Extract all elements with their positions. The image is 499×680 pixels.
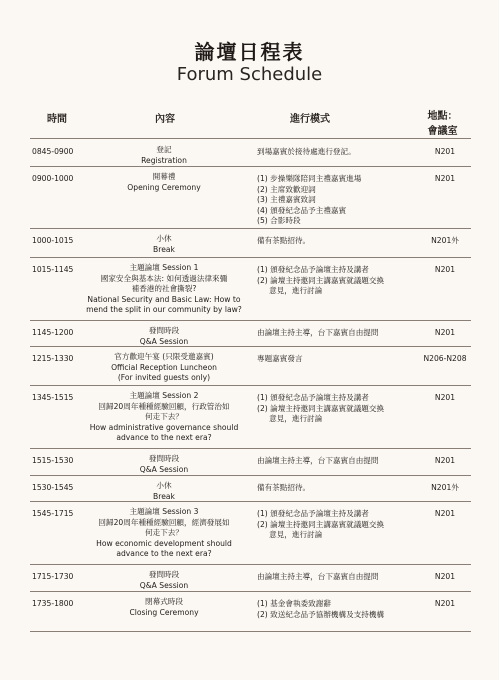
row-venue: N201 (434, 572, 456, 581)
row-venue: N201 (434, 147, 456, 156)
row-format (257, 456, 427, 467)
row-content-line: 何走下去？ (145, 528, 183, 537)
row-content-line: 補香港的社會撕裂? (131, 284, 197, 293)
row-format-line: 備有茶點招待。 (257, 236, 311, 245)
row-content-line: 主題論壇 Session 1 (129, 263, 199, 272)
row-content (84, 507, 244, 560)
row-content-line: mend the split in our community by law? (86, 305, 242, 314)
row-content-line: Closing Ceremony (129, 607, 199, 617)
row-format (257, 147, 427, 158)
table-row (30, 320, 471, 347)
row-content (84, 263, 244, 316)
row-time: 1735-1800 (32, 599, 74, 608)
row-format (257, 265, 427, 297)
row-content-line: Break (153, 491, 175, 501)
row-venue: N201 (434, 265, 456, 274)
row-format (257, 599, 427, 620)
row-content-line: 小休 (156, 234, 172, 243)
row-content-line: 發問時段 (148, 570, 180, 579)
row-content-line: 國家安全與基本法: 如何透過法律來彌 (100, 273, 228, 283)
row-content-line: 發問時段 (148, 454, 180, 463)
row-time: 1215-1330 (32, 354, 74, 363)
row-format-line: (1) 頒發紀念品予論壇主持及講者 (257, 393, 369, 402)
row-time: 1015-1145 (32, 265, 74, 274)
row-format-line: 由論壇主持主導，台下嘉賓自由提問 (257, 572, 379, 581)
row-content-line: (For invited guests only) (117, 373, 211, 382)
header-venue-line1: 地點： (427, 111, 458, 122)
row-format-line: 專題嘉賓發言 (257, 354, 303, 363)
row-format-line: (2) 主席致歡迎詞 (257, 184, 316, 194)
row-venue: N201外 (431, 483, 459, 492)
row-content-line: Q&A Session (139, 580, 189, 590)
row-format-line: (1) 步操樂隊陪同主禮嘉賓進場 (257, 174, 362, 183)
table-row (30, 385, 471, 449)
row-venue: N206-N208 (423, 354, 467, 363)
row-time: 1715-1730 (32, 572, 74, 581)
row-content-line: 主題論壇 Session 2 (129, 391, 199, 400)
table-row (30, 346, 471, 386)
row-venue: N201 (434, 509, 456, 518)
row-content (84, 570, 244, 591)
row-format-line: (1) 基金會執委致謝辭 (257, 599, 331, 608)
row-format (257, 393, 427, 425)
row-content-line: 主題論壇 Session 3 (129, 507, 199, 516)
row-time: 1545-1715 (32, 509, 74, 518)
row-content (84, 172, 244, 193)
row-time: 1145-1200 (32, 328, 74, 337)
row-venue: N201外 (431, 236, 459, 245)
row-time: 0845-0900 (32, 147, 74, 156)
row-content-line: 回歸20周年種種經驗回顧，經濟發展如 (98, 517, 230, 527)
row-time: 1515-1530 (32, 456, 74, 465)
row-content (84, 597, 244, 618)
row-format-line: (4) 頒發紀念品予主禮嘉賓 (257, 205, 347, 215)
row-content-line: advance to the next era? (116, 433, 212, 442)
row-format (257, 483, 427, 494)
row-content-line: 何走下去？ (145, 412, 183, 421)
row-time: 1345-1515 (32, 393, 74, 402)
row-format-line: (3) 主禮嘉賓致詞 (257, 195, 316, 204)
table-row (30, 501, 471, 565)
table-row (30, 257, 471, 321)
row-content-line: How administrative governance should (89, 422, 239, 432)
row-content-line: 發問時段 (148, 326, 180, 335)
row-content (84, 481, 244, 502)
row-content-line: Q&A Session (139, 464, 189, 474)
row-format-line: (2) 論壇主持邀同主講嘉賓就議題交換 (257, 519, 385, 529)
row-format-line: 意見，進行討論 (257, 530, 323, 539)
row-format-line: 到場嘉賓於接待處進行登記。 (257, 147, 356, 156)
table-row (30, 448, 471, 476)
row-format-line: 由論壇主持主導，台下嘉賓自由提問 (257, 456, 379, 465)
row-time: 1530-1545 (32, 483, 74, 492)
row-format-line: 意見，進行討論 (257, 414, 323, 423)
row-venue: N201 (434, 393, 456, 402)
header-format: 進行模式 (290, 114, 330, 125)
row-content-line: Opening Ceremony (127, 182, 201, 192)
row-content-line: Official Reception Luncheon (111, 362, 217, 372)
row-format-line: (2) 致送紀念品予協辦機構及支持機構 (257, 609, 385, 619)
row-format-line: (1) 頒發紀念品予論壇主持及講者 (257, 509, 369, 518)
row-format (257, 236, 427, 247)
header-content: 內容 (155, 114, 175, 125)
table-row (30, 591, 471, 632)
row-content-line: 開幕禮 (152, 172, 176, 181)
row-content-line: How economic development should (96, 538, 232, 548)
header-venue (420, 109, 465, 139)
row-format-line: 意見，進行討論 (257, 286, 323, 295)
row-content (84, 326, 244, 347)
row-venue: N201 (434, 328, 456, 337)
row-content (84, 352, 244, 384)
row-venue: N201 (434, 456, 456, 465)
table-row (30, 475, 471, 502)
row-content-line: 回歸20周年種種經驗回顧，行政管治如 (98, 401, 230, 411)
row-format (257, 174, 427, 227)
row-format-line: (5) 合影時段 (257, 216, 301, 225)
row-content-line: advance to the next era? (116, 549, 212, 558)
table-row (30, 564, 471, 592)
table-row (30, 139, 471, 167)
row-format (257, 572, 427, 583)
row-format (257, 509, 427, 541)
row-content-line: 登記 (156, 145, 172, 154)
row-content-line: 小休 (156, 481, 172, 490)
header-time: 時間 (47, 114, 67, 125)
row-content (84, 454, 244, 475)
row-content (84, 391, 244, 444)
row-format (257, 354, 427, 365)
page-title-en: Forum Schedule (176, 64, 323, 85)
row-content-line: Break (153, 244, 175, 254)
table-row (30, 228, 471, 258)
page-title-zh: 論壇日程表 (194, 40, 305, 64)
header-venue-line2: 會議室 (427, 126, 458, 137)
row-content-line: 官方歡迎午宴 (只限受邀嘉賓) (114, 352, 214, 361)
row-format-line: 由論壇主持主導，台下嘉賓自由提問 (257, 328, 379, 337)
row-content-line: Q&A Session (139, 336, 189, 346)
row-time: 1000-1015 (32, 236, 74, 245)
row-format-line: (2) 論壇主持邀同主講嘉賓就議題交換 (257, 403, 385, 413)
row-content (84, 234, 244, 255)
row-format-line: (2) 論壇主持邀同主講嘉賓就議題交換 (257, 275, 385, 285)
row-format-line: (1) 頒發紀念品予論壇主持及講者 (257, 265, 369, 274)
row-content-line: Registration (141, 155, 187, 165)
row-content-line: 閉幕式時段 (145, 597, 183, 606)
row-venue: N201 (434, 599, 456, 608)
row-content-line: National Security and Basic Law: How to (87, 294, 241, 304)
row-time: 0900-1000 (32, 174, 74, 183)
table-row (30, 166, 471, 229)
row-content (84, 145, 244, 166)
row-format-line: 備有茶點招待。 (257, 483, 311, 492)
row-format (257, 328, 427, 339)
row-venue: N201 (434, 174, 456, 183)
